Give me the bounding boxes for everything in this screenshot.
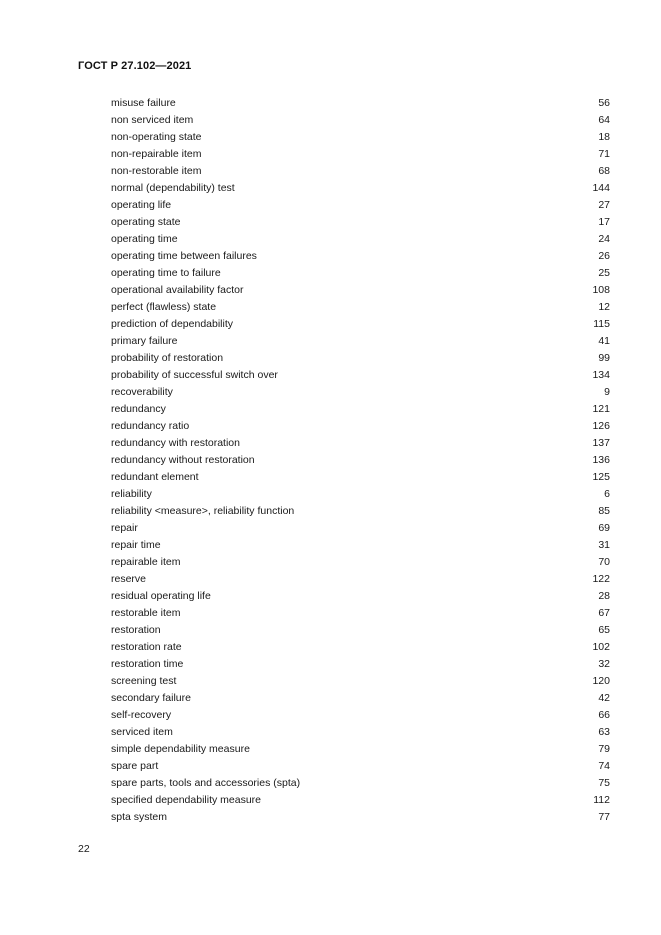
index-term: prediction of dependability xyxy=(111,318,234,330)
index-entry xyxy=(111,622,610,639)
index-entry xyxy=(111,758,610,775)
index-term: non-restorable item xyxy=(111,165,202,177)
index-term: secondary failure xyxy=(111,692,191,704)
index-term: recoverability xyxy=(111,386,173,398)
index-page-ref: 25 xyxy=(598,267,610,279)
index-page-ref: 42 xyxy=(598,692,610,704)
index-page-ref: 69 xyxy=(598,522,610,534)
index-entry xyxy=(111,571,610,588)
index-page-ref: 32 xyxy=(598,658,610,670)
index-term: reliability <measure>, reliability function xyxy=(111,505,295,517)
index-term: spare part xyxy=(111,760,159,772)
index-term: reserve xyxy=(111,573,147,585)
index-page-ref: 6 xyxy=(604,488,610,500)
index-page-ref: 125 xyxy=(592,471,610,483)
index-entry xyxy=(111,146,610,163)
index-term: non serviced item xyxy=(111,114,194,126)
index-entry xyxy=(111,129,610,146)
index-page-ref: 70 xyxy=(598,556,610,568)
index-page-ref: 28 xyxy=(598,590,610,602)
index-entry xyxy=(111,503,610,520)
index-entry xyxy=(111,95,610,112)
index-page-ref: 41 xyxy=(598,335,610,347)
document-header: ГОСТ Р 27.102—2021 xyxy=(78,60,192,72)
index-term: non-repairable item xyxy=(111,148,202,160)
index-term: repairable item xyxy=(111,556,181,568)
index-entry xyxy=(111,792,610,809)
index-page-ref: 136 xyxy=(592,454,610,466)
index-term: operating time between failures xyxy=(111,250,257,262)
index-page-ref: 63 xyxy=(598,726,610,738)
index-term: reliability xyxy=(111,488,152,500)
index-entry xyxy=(111,163,610,180)
index-term: simple dependability measure xyxy=(111,743,250,755)
index-term: redundancy with restoration xyxy=(111,437,240,449)
index-term: spta system xyxy=(111,811,168,823)
index-entry xyxy=(111,452,610,469)
index-page-ref: 112 xyxy=(593,794,610,806)
index-page-ref: 122 xyxy=(592,573,610,585)
index-term: restoration xyxy=(111,624,161,636)
index-term: normal (dependability) test xyxy=(111,182,235,194)
index-page-ref: 74 xyxy=(598,760,610,772)
index-entry xyxy=(111,350,610,367)
index-page-ref: 64 xyxy=(598,114,610,126)
index-term: residual operating life xyxy=(111,590,211,602)
index-page-ref: 108 xyxy=(592,284,610,296)
index-entry xyxy=(111,197,610,214)
index-entry xyxy=(111,639,610,656)
index-page-ref: 75 xyxy=(598,777,610,789)
index-term: redundancy without restoration xyxy=(111,454,255,466)
index-entry xyxy=(111,605,610,622)
index-entry xyxy=(111,435,610,452)
index-term: specified dependability measure xyxy=(111,794,262,806)
index-term: restoration time xyxy=(111,658,184,670)
index-entry xyxy=(111,537,610,554)
index-page-ref: 12 xyxy=(598,301,610,313)
index-entry xyxy=(111,809,610,826)
index-term: operational availability factor xyxy=(111,284,244,296)
index-term: redundant element xyxy=(111,471,199,483)
index-entry xyxy=(111,656,610,673)
index-term: self-recovery xyxy=(111,709,172,721)
index-entry xyxy=(111,707,610,724)
index-term: serviced item xyxy=(111,726,173,738)
index-term: probability of successful switch over xyxy=(111,369,278,381)
index-page-ref: 144 xyxy=(592,182,610,194)
index-entry xyxy=(111,248,610,265)
index-term: non-operating state xyxy=(111,131,202,143)
index-page-ref: 31 xyxy=(598,539,610,551)
index-page-ref: 66 xyxy=(598,709,610,721)
index-entry xyxy=(111,316,610,333)
index-page-ref: 24 xyxy=(598,233,610,245)
index-page-ref: 27 xyxy=(598,199,610,211)
index-term: redundancy xyxy=(111,403,166,415)
index-term: operating time to failure xyxy=(111,267,221,279)
index-entry xyxy=(111,333,610,350)
index-term: repair xyxy=(111,522,138,534)
index-entry xyxy=(111,588,610,605)
index-entry xyxy=(111,554,610,571)
index-entry xyxy=(111,486,610,503)
index-entry xyxy=(111,282,610,299)
index-entry xyxy=(111,401,610,418)
index-term: operating time xyxy=(111,233,178,245)
index-term: primary failure xyxy=(111,335,178,347)
index-entry xyxy=(111,367,610,384)
index-term: operating state xyxy=(111,216,181,228)
index-term: spare parts, tools and accessories (spta) xyxy=(111,777,301,789)
index-page-ref: 68 xyxy=(598,165,610,177)
index-page-ref: 9 xyxy=(604,386,610,398)
index-entry xyxy=(111,231,610,248)
index-term: repair time xyxy=(111,539,161,551)
index-term: restorable item xyxy=(111,607,181,619)
index-entry xyxy=(111,265,610,282)
index-entry xyxy=(111,469,610,486)
index-entry xyxy=(111,214,610,231)
index-page-ref: 67 xyxy=(598,607,610,619)
index-entry xyxy=(111,673,610,690)
index-page-ref: 121 xyxy=(592,403,610,415)
index-page-ref: 99 xyxy=(598,352,610,364)
index-entry xyxy=(111,520,610,537)
index-term: screening test xyxy=(111,675,177,687)
term-index-list xyxy=(111,95,610,826)
index-page-ref: 71 xyxy=(598,148,610,160)
index-term: perfect (flawless) state xyxy=(111,301,217,313)
index-page-ref: 18 xyxy=(598,131,610,143)
index-page-ref: 120 xyxy=(592,675,610,687)
index-entry xyxy=(111,690,610,707)
index-page-ref: 26 xyxy=(598,250,610,262)
index-page-ref: 137 xyxy=(592,437,610,449)
index-page-ref: 17 xyxy=(598,216,610,228)
index-page-ref: 115 xyxy=(593,318,610,330)
index-page-ref: 65 xyxy=(598,624,610,636)
index-entry xyxy=(111,418,610,435)
index-term: redundancy ratio xyxy=(111,420,190,432)
index-term: restoration rate xyxy=(111,641,182,653)
page-number: 22 xyxy=(78,843,90,855)
index-entry xyxy=(111,724,610,741)
index-entry xyxy=(111,775,610,792)
index-page-ref: 85 xyxy=(598,505,610,517)
index-page-ref: 134 xyxy=(592,369,610,381)
index-page-ref: 77 xyxy=(598,811,610,823)
index-entry xyxy=(111,112,610,129)
index-term: probability of restoration xyxy=(111,352,224,364)
index-page-ref: 102 xyxy=(592,641,610,653)
index-page-ref: 56 xyxy=(598,97,610,109)
index-term: operating life xyxy=(111,199,172,211)
index-entry xyxy=(111,741,610,758)
index-page-ref: 79 xyxy=(598,743,610,755)
index-entry xyxy=(111,180,610,197)
index-term: misuse failure xyxy=(111,97,176,109)
index-entry xyxy=(111,384,610,401)
index-page-ref: 126 xyxy=(592,420,610,432)
index-entry xyxy=(111,299,610,316)
